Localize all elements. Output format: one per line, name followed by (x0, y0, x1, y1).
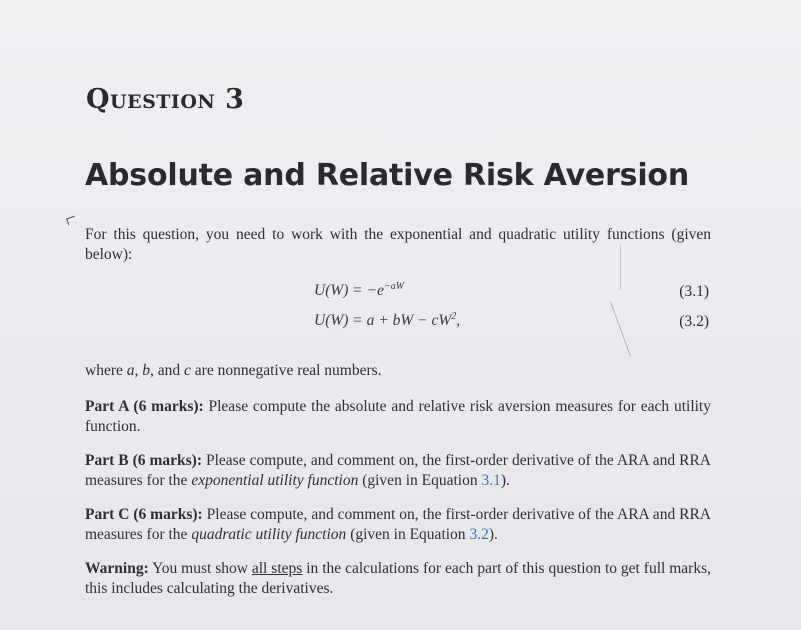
part-b-paragraph: Part B (6 marks): Please compute, and comment on, the first-order derivative of the ARA and RRA measures for the exponential utility function (given in Equation 3.1). (85, 452, 711, 489)
section-heading: Absolute and Relative Risk Aversion (85, 158, 689, 193)
warning-label: Warning: (85, 560, 149, 577)
pen-stroke (620, 245, 621, 290)
equation-3-2: U(W) = a + bW − $cW^2$, (314, 311, 461, 330)
pen-mark (66, 216, 77, 226)
equation-ref-3-2[interactable]: 3.2 (469, 526, 489, 543)
where-paragraph: where a, b, and c are nonnegative real numbers. (85, 362, 382, 379)
equation-number-3-2: (3.2) (679, 313, 709, 330)
warning-paragraph: Warning: You must show all steps in the calculations for each part of this question to get full marks, this includes calculating the derivatives. (85, 560, 711, 597)
part-c-paragraph: Part C (6 marks): Please compute, and comment on, the first-order derivative of the ARA and RRA measures for the quadratic utility function (given in Equation 3.2). (85, 506, 711, 543)
question-title (86, 84, 244, 115)
question-number: 3 (225, 84, 245, 115)
part-a-label: Part A (6 marks): (85, 398, 204, 415)
question-prefix: Question (86, 84, 216, 115)
pen-stroke-2 (610, 302, 631, 357)
part-a-paragraph: Part A (6 marks): Please compute the absolute and relative risk aversion measures for each utility function. (85, 398, 711, 435)
part-c-label: Part C (6 marks): (85, 506, 203, 523)
equation-3-1: $U(W) = -e^{-aW}$ (314, 281, 405, 300)
equation-ref-3-1[interactable]: 3.1 (481, 472, 501, 489)
equation-number-3-1: (3.1) (679, 283, 709, 300)
intro-paragraph: For this question, you need to work with the exponential and quadratic utility functions (given below): (85, 226, 711, 263)
part-b-label: Part B (6 marks): (85, 452, 202, 469)
